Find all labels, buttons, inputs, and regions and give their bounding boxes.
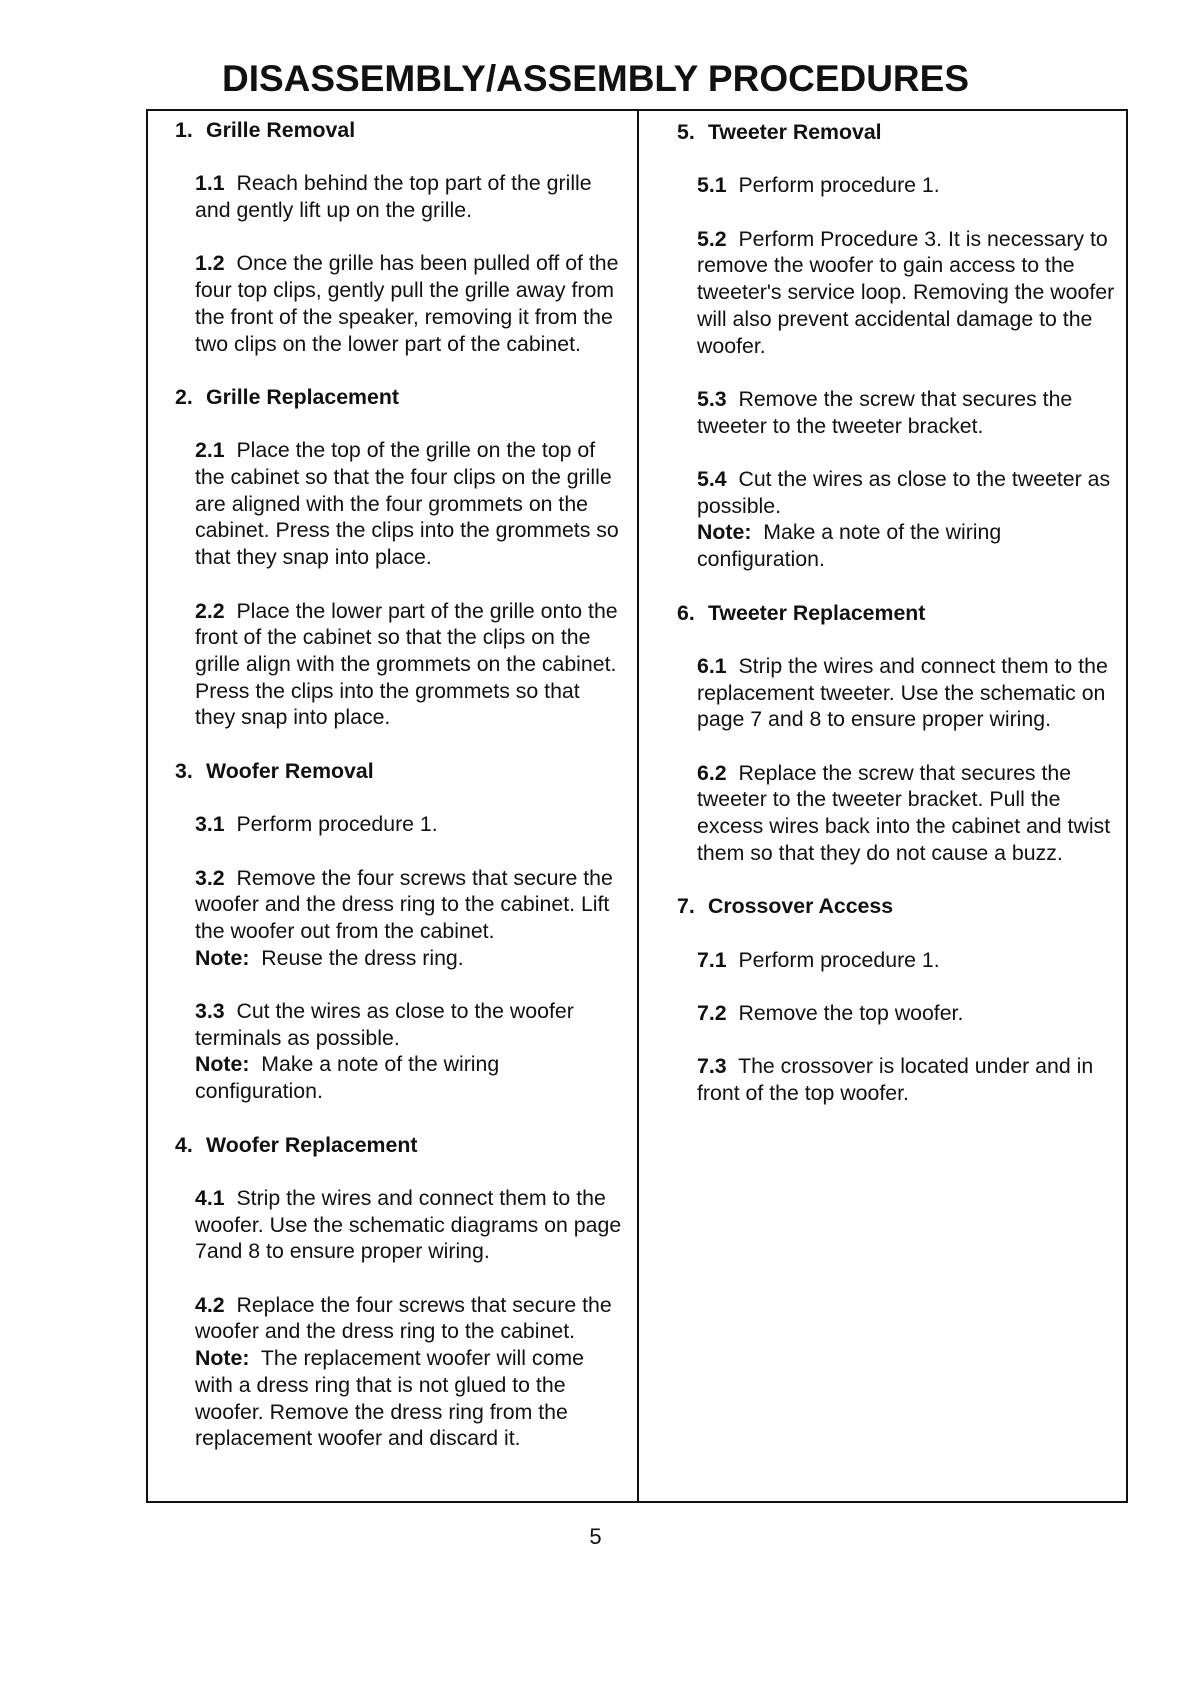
section-heading: 2. Grille Replacement	[175, 384, 399, 409]
note-text: Make a note of the wiring configuration.	[697, 520, 1002, 572]
step: 7.2 Remove the top woofer.	[697, 1001, 964, 1026]
step: 1.1 Reach behind the top part of the grille and gently lift up on the grille.	[195, 171, 592, 223]
step: 7.1 Perform procedure 1.	[697, 947, 940, 972]
note-text: The replacement woofer will come with a dress ring that is not glued to the woofer. Remove the dress ring from the replacement woofer and discard it.	[195, 1346, 585, 1451]
section-heading: 7. Crossover Access	[677, 894, 894, 919]
step: 3.2 Remove the four screws that secure the woofer and the dress ring to the cabinet. Lift the woofer out from the cabinet. Note: Reuse the dress ring.	[195, 865, 613, 970]
step: 3.3 Cut the wires as close to the woofer terminals as possible. Note: Make a note of the wiring configuration.	[195, 999, 574, 1104]
step: 2.1 Place the top of the grille on the top of the cabinet so that the four clips on the grille are aligned with the four grommets on the cabinet. Press the clips into the grommets so that they snap into place.	[195, 438, 619, 570]
note-label: Note:	[697, 520, 752, 545]
note-text: Reuse the dress ring.	[261, 945, 464, 970]
left-column	[175, 111, 625, 1479]
note-label: Note:	[195, 945, 250, 970]
step: 3.1 Perform procedure 1.	[195, 812, 438, 837]
step: 4.2 Replace the four screws that secure the woofer and the dress ring to the cabinet. Note: The replacement woofer will come with a dress ring that is not glued to the woofer. Remove the dress ring from the replacement woofer and discard it.	[195, 1292, 612, 1451]
note-label: Note:	[195, 1346, 250, 1371]
procedures-table	[146, 109, 1128, 1503]
step: 2.2 Place the lower part of the grille onto the front of the cabinet so that the clips on the grille align with the grommets on the cabinet. Press the clips into the grommets so that they snap into place.	[195, 598, 618, 730]
step: 4.1 Strip the wires and connect them to the woofer. Use the schematic diagrams on page 7and 8 to ensure proper wiring.	[195, 1185, 622, 1264]
section-heading: 1. Grille Removal	[175, 118, 356, 142]
step: 5.2 Perform Procedure 3. It is necessary to remove the woofer to gain access to the tweeter's service loop. Removing the woofer will also prevent accidental damage to the woofer.	[697, 226, 1115, 358]
note-label: Note:	[195, 1052, 250, 1077]
step: 6.1 Strip the wires and connect them to the replacement tweeter. Use the schematic on page 7 and 8 to ensure proper wiring.	[697, 653, 1108, 732]
section-heading: 5. Tweeter Removal	[677, 120, 882, 144]
note-text: Make a note of the wiring configuration.	[195, 1052, 500, 1104]
section-heading: 6. Tweeter Replacement	[677, 600, 926, 625]
page-number: 5	[589, 1524, 602, 1549]
step: 6.2 Replace the screw that secures the tweeter to the tweeter bracket. Pull the excess wires back into the cabinet and twist them so that they do not cause a buzz.	[697, 760, 1111, 865]
right-column	[677, 111, 1132, 1134]
section-heading: 3. Woofer Removal	[175, 758, 374, 783]
page-title: DISASSEMBLY/ASSEMBLY PROCEDURES	[221, 58, 970, 99]
step: 1.2 Once the grille has been pulled off of the four top clips, gently pull the grille away from the front of the speaker, removing it from the two clips on the lower part of the cabinet.	[195, 251, 619, 356]
column-divider	[637, 111, 639, 1501]
step: 5.1 Perform procedure 1.	[697, 173, 940, 198]
step: 7.3 The crossover is located under and in front of the top woofer.	[697, 1054, 1094, 1106]
step: 5.3 Remove the screw that secures the tweeter to the tweeter bracket.	[697, 386, 1073, 438]
step: 5.4 Cut the wires as close to the tweeter as possible. Note: Make a note of the wiring configuration.	[697, 467, 1111, 572]
section-heading: 4. Woofer Replacement	[175, 1132, 418, 1157]
